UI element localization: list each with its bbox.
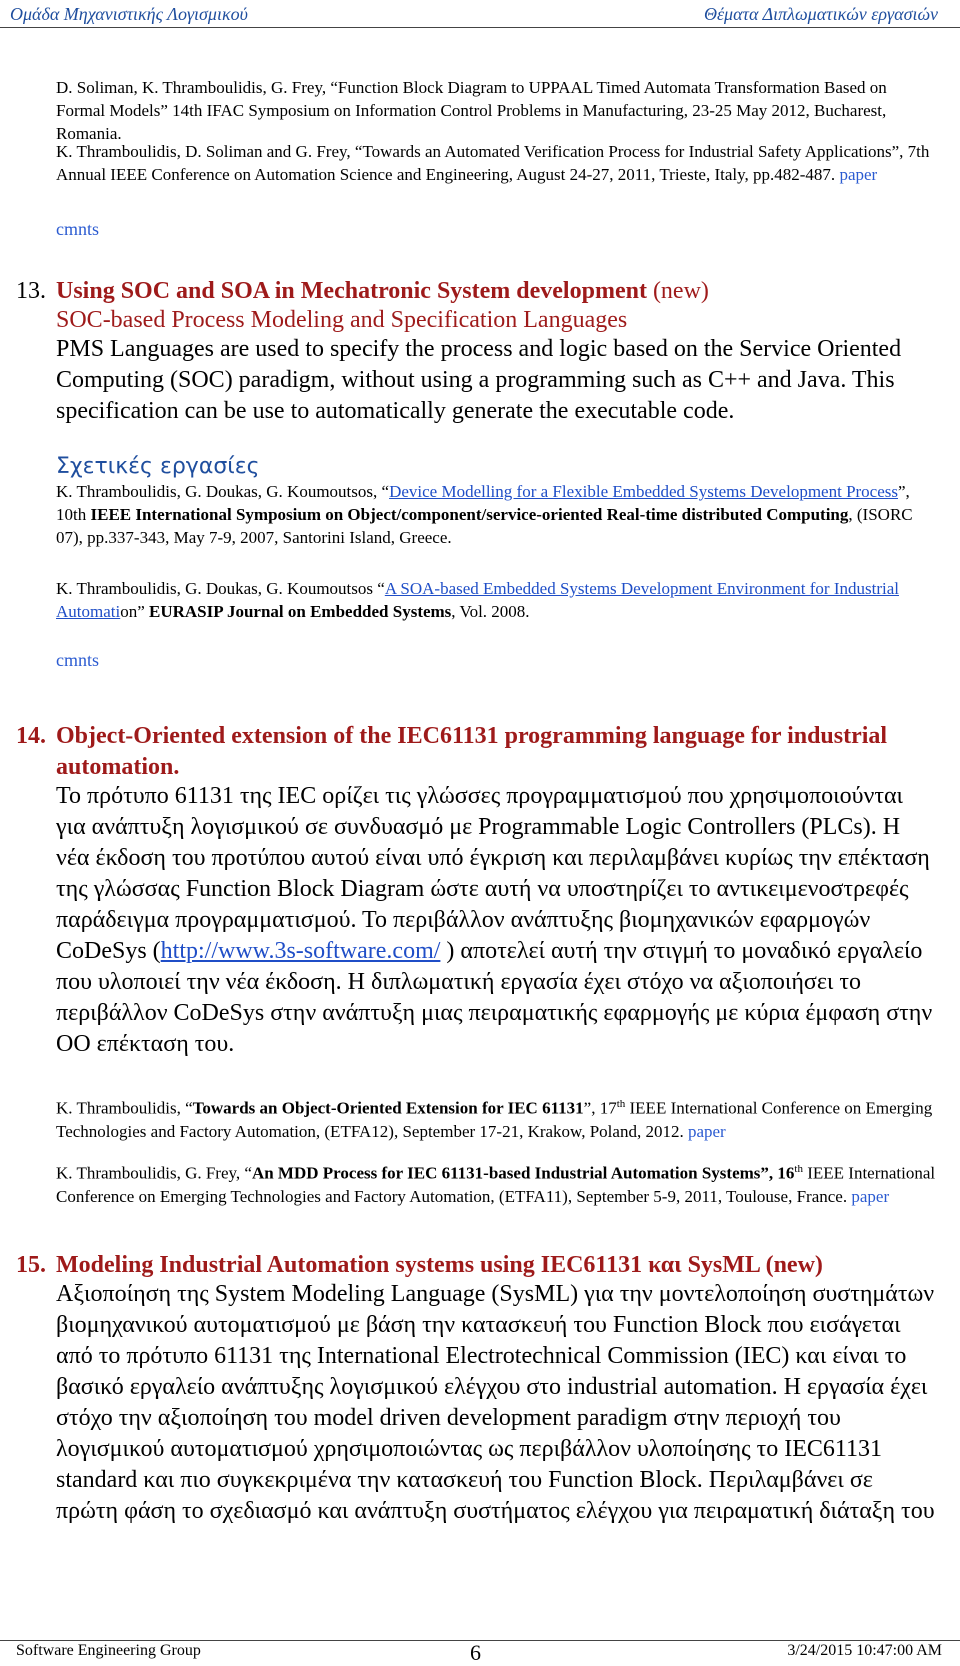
section-title-text: Modeling Industrial Automation systems using IEC61131 και SysML	[56, 1252, 760, 1278]
section-number: 14.	[16, 723, 46, 749]
reference-title: An MDD Process for IEC 61131-based Industrial Automation Systems”, 16	[251, 1163, 795, 1183]
section-title	[56, 276, 936, 307]
page-header	[0, 0, 960, 32]
ordinal-suffix: th	[616, 1098, 626, 1110]
section-14-body	[56, 781, 936, 1060]
paper-link[interactable]: paper	[851, 1186, 890, 1206]
cmnts-block	[56, 218, 936, 241]
section-number: 15.	[16, 1252, 46, 1278]
footer-left: Software Engineering Group	[16, 1642, 201, 1659]
reference-title: Towards an Object-Oriented Extension for IEC 61131	[192, 1098, 584, 1118]
reference-text: IEEE International Conference on Emerging Technologies and Factory Automation, (ETFA11), September 5-9, 2011, Toulouse, France.	[56, 1163, 936, 1206]
section-14	[16, 721, 936, 783]
reference-venue: IEEE International Symposium on Object/component/service-oriented Real-time distributed Computing	[90, 505, 849, 524]
section-title: Object-Oriented extension of the IEC61131 programming language for industrial automation.	[56, 723, 888, 780]
reference-text: K. Thramboulidis, D. Soliman and G. Frey, “Towards an Automated Verification Process for Industrial Safety Applications”, 7th Annual IEEE Conference on Automation Science and Engineering, August 24-27, 2011, Trieste, Italy, pp.482-487.	[56, 142, 930, 184]
reference-text: D. Soliman, K. Thramboulidis, G. Frey, “Function Block Diagram to UPPAAL Timed Automata Transformation Based on Formal Models” 14th IFAC Symposium on Information Control Problems in Manufacturing, 23-25 May 2012, Bucharest, Romania.	[56, 78, 887, 143]
header-right: Θέματα Διπλωματικών εργασιών	[703, 4, 938, 24]
section-15	[16, 1250, 936, 1281]
reference-text: K. Thramboulidis, G. Doukas, G. Koumoutsos “	[56, 579, 385, 598]
reference-text: K. Thramboulidis, G. Frey, “	[56, 1163, 252, 1183]
reference-text: IEEE International Conference on Emerging Technologies and Factory Automation, (ETFA12), September 17-21, Krakow, Poland, 2012.	[56, 1098, 933, 1141]
section-13-subtitle: SOC-based Process Modeling and Specification Languages	[56, 307, 628, 333]
reference-doukas-soa	[56, 577, 936, 623]
reference-text: ”, 10th	[56, 482, 910, 524]
new-badge: (new)	[652, 278, 709, 304]
section-title-text: Using SOC and SOA in Mechatronic System development	[56, 278, 647, 304]
codesys-link[interactable]: http://www.3s-software.com/	[160, 938, 441, 964]
section-15-body: Αξιοποίηση της System Modeling Language (SysML) για την μοντελοποίηση συστημάτων βιομηχανικού αυτοματισμού με βάση την κατασκευή του Function Block που εισάγεται από το πρότυπο 61131 της International Electrotechnical Commission (IEC) και είναι το βασικό εργαλείο ανάπτυξης λογισμικού ελέγχου στο industrial automation. Η εργασία έχει στόχο την αξιοποίηση του model driven development paradigm στην περιοχή του λογισμικού αυτοματισμού χρησιμοποιώντας ως περιβάλλον υλοποίησης το IEC61131 standard και πιο συγκεκριμένα την κατασκευή του Function Block. Περιλαμβάνει σε πρώτη φάση το σχεδιασμό και ανάπτυξη συστήματος ελέγχου για πειραματική διάταξη του	[56, 1281, 935, 1524]
reference-text: K. Thramboulidis, “	[56, 1098, 193, 1118]
footer-timestamp: 3/24/2015 10:47:00 AM	[787, 1642, 942, 1659]
cmnts-link[interactable]: cmnts	[56, 219, 99, 239]
section-number: 13.	[16, 278, 46, 304]
reference-soliman	[56, 76, 936, 145]
cmnts-link[interactable]: cmnts	[56, 650, 99, 670]
related-work-heading: Σχετικές εργασίες	[56, 454, 260, 479]
reference-text: K. Thramboulidis, G. Doukas, G. Koumoutsos, “	[56, 482, 390, 501]
section-13-body: PMS Languages are used to specify the process and logic based on the Service Oriented Computing (SOC) paradigm, without using a programming such as C++ and Java. This specification can be use to automatically generate the executable code.	[56, 336, 902, 424]
reference-mdd-process	[56, 1158, 936, 1208]
page-number: 6	[470, 1640, 481, 1665]
reference-text: , Vol. 2008.	[451, 602, 530, 621]
cmnts-block	[56, 649, 936, 672]
header-rule	[0, 27, 960, 28]
body-text: ) αποτελεί αυτή την στιγμή το μοναδικό εργαλείο που υλοποιεί την νέα έκδοση. Η διπλωματική εργασία έχει στόχο να αξιοποιήσει το περιβάλλον CoDeSys στην ανάπτυξη μιας πειραματικής εφαρμογής με κύρια έμφαση στην ΟΟ επέκταση του.	[56, 938, 933, 1057]
reference-thramboulidis-verification	[56, 140, 936, 186]
soa-embedded-link[interactable]: A SOA-based Embedded Systems Development Environment for Industrial Automati	[56, 579, 899, 621]
reference-venue: EURASIP Journal on Embedded Systems	[149, 602, 452, 621]
reference-oo-extension	[56, 1093, 936, 1143]
device-modelling-link[interactable]: Device Modelling for a Flexible Embedded Systems Development Process	[389, 482, 899, 501]
body-text: Το πρότυπο 61131 της IEC ορίζει τις γλώσσες προγραμματισμού που χρησιμοποιούνται για ανάπτυξη λογισμικού σε συνδυασμό με Programmable Logic Controllers (PLCs). Η νέα έκδοση του προτύπου αυτού είναι υπό έγκριση και περιλαμβάνει κυρίως την επέκταση της γλώσσας Function Block Diagram ώστε αυτή να υποστηρίζει το αντικειμενοστρεφές παράδειγμα προγραμματισμού. Το περιβάλλον ανάπτυξης βιομηχανικών εφαρμογών CoDeSys (	[56, 783, 930, 964]
reference-text: on”	[120, 602, 150, 621]
reference-doukas-device	[56, 480, 936, 549]
new-badge: (new)	[765, 1252, 823, 1278]
paper-link[interactable]: paper	[687, 1121, 726, 1141]
page-footer	[0, 1640, 960, 1663]
paper-link[interactable]: paper	[839, 165, 878, 184]
reference-text: , (ISORC 07), pp.337-343, May 7-9, 2007, Santorini Island, Greece.	[56, 505, 913, 547]
section-13	[16, 276, 936, 307]
header-left: Ομάδα Μηχανιστικής Λογισμικού	[10, 4, 248, 24]
ordinal-suffix: th	[794, 1163, 803, 1175]
section-title	[56, 1250, 936, 1281]
reference-text: ”, 17	[583, 1098, 617, 1118]
